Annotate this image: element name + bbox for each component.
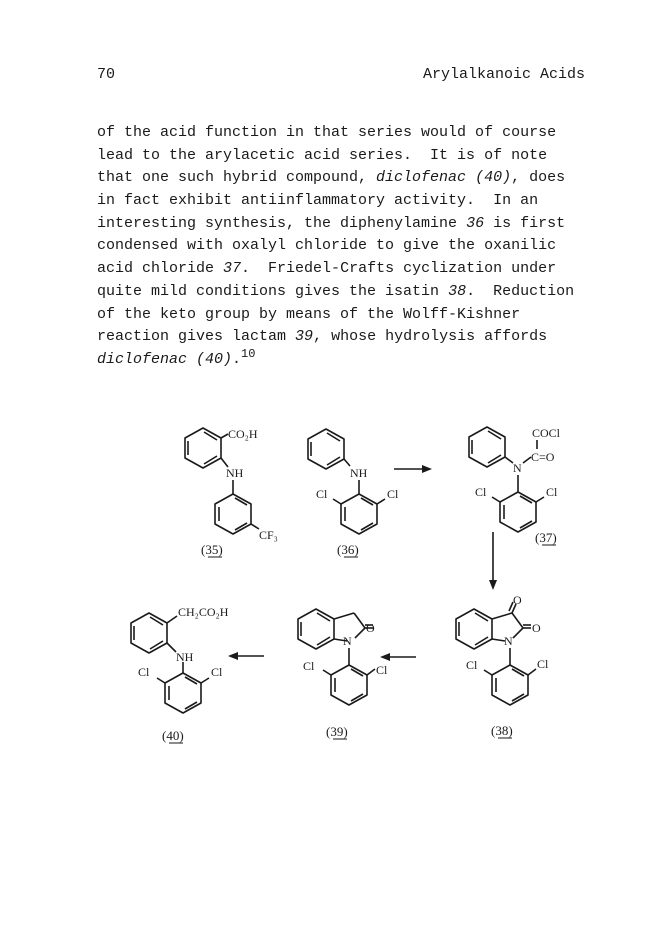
body-line bbox=[97, 122, 597, 145]
body-line bbox=[97, 213, 597, 236]
text-run: . Friedel-Crafts cyclization under bbox=[241, 260, 557, 278]
italic-run: diclofenac (40) bbox=[376, 169, 512, 187]
text-run: . Reduction bbox=[466, 282, 575, 300]
italic-run: 38 bbox=[448, 282, 467, 300]
c39-cl-right-label: Cl bbox=[376, 663, 388, 677]
body-line bbox=[97, 190, 597, 213]
c38-cl-left-label: Cl bbox=[466, 658, 478, 672]
compound-39-structure bbox=[298, 609, 375, 705]
compound-40-structure bbox=[131, 613, 209, 713]
text-run: , whose hydrolysis affords bbox=[313, 328, 548, 346]
c37-co-label: C=O bbox=[531, 450, 555, 464]
compound-36-structure bbox=[308, 429, 385, 534]
c40-ch2co2h-label: CH₂CO₂H bbox=[178, 605, 229, 619]
text-run: , does bbox=[511, 169, 566, 187]
text-run: is first bbox=[484, 214, 566, 232]
italic-run: 39 bbox=[295, 328, 314, 346]
text-run: reaction gives lactam bbox=[97, 328, 296, 346]
c38-o-right-label: O bbox=[532, 621, 541, 635]
arrowhead-37-to-38 bbox=[489, 580, 497, 590]
c37-cl-right-label: Cl bbox=[546, 485, 558, 499]
c40-compound-number: (40) bbox=[162, 728, 184, 743]
italic-run: 36 bbox=[466, 214, 485, 232]
running-head: Arylalkanoic Acids bbox=[422, 66, 585, 83]
text-run: quite mild conditions gives the isatin bbox=[97, 282, 449, 300]
body-line bbox=[97, 281, 597, 304]
c35-nh-label: NH bbox=[226, 466, 244, 480]
text-run: in fact exhibit antiinflammatory activity. In an bbox=[97, 192, 539, 210]
text-run: interesting synthesis, the diphenylamine bbox=[97, 214, 467, 232]
c40-cl-left-label: Cl bbox=[138, 665, 150, 679]
c37-n-label: N bbox=[513, 461, 522, 475]
text-run: of the acid function in that series would of course bbox=[97, 124, 557, 141]
body-line bbox=[97, 304, 597, 327]
c38-o-top-label: O bbox=[513, 593, 522, 607]
c38-n-label: N bbox=[504, 634, 513, 648]
page-number: 70 bbox=[97, 66, 116, 83]
compound-37-structure bbox=[469, 427, 544, 532]
c39-n-label: N bbox=[343, 634, 352, 648]
c36-cl-right-label: Cl bbox=[387, 487, 399, 501]
arrowhead-39-to-40 bbox=[228, 652, 238, 660]
c40-nh-label: NH bbox=[176, 650, 194, 664]
compound-35-structure bbox=[185, 428, 259, 534]
c38-cl-right-label: Cl bbox=[537, 657, 549, 671]
c35-cf3-label: CF₃ bbox=[259, 528, 278, 542]
body-line bbox=[97, 167, 597, 190]
text-run: condensed with oxalyl chloride to give the oxanilic bbox=[97, 237, 557, 255]
text-run: that one such hybrid compound, bbox=[97, 169, 377, 187]
c35-compound-number: (35) bbox=[201, 542, 223, 557]
body-line bbox=[97, 326, 597, 349]
c37-cl-left-label: Cl bbox=[475, 485, 487, 499]
text-run: lead to the arylacetic acid series. It is of note bbox=[97, 146, 548, 164]
c37-cocl-label: COCl bbox=[532, 426, 561, 440]
arrowhead-38-to-39 bbox=[380, 653, 390, 661]
reaction-scheme bbox=[0, 400, 657, 780]
body-line bbox=[97, 258, 597, 281]
body-line bbox=[97, 145, 597, 168]
reaction-scheme-svg bbox=[0, 400, 657, 780]
body-line bbox=[97, 235, 597, 258]
c36-cl-left-label: Cl bbox=[316, 487, 328, 501]
c35-co2h-label: CO₂H bbox=[228, 427, 258, 441]
italic-run: diclofenac (40) bbox=[97, 350, 233, 368]
citation-superscript: 10 bbox=[241, 346, 256, 361]
c37-compound-number: (37) bbox=[535, 530, 557, 545]
c36-nh-label: NH bbox=[350, 466, 368, 480]
c39-compound-number: (39) bbox=[326, 724, 348, 739]
c39-o-right-label: O bbox=[366, 621, 375, 635]
c40-cl-right-label: Cl bbox=[211, 665, 223, 679]
arrowhead-36-to-37 bbox=[422, 465, 432, 473]
italic-run: 37 bbox=[223, 260, 242, 278]
c36-compound-number: (36) bbox=[337, 542, 359, 557]
text-run: acid chloride bbox=[97, 260, 224, 278]
body-line bbox=[97, 346, 597, 372]
body-paragraph bbox=[97, 122, 597, 372]
text-run: of the keto group by means of the Wolff-Kishner bbox=[97, 305, 521, 323]
c38-compound-number: (38) bbox=[491, 723, 513, 738]
text-run: . bbox=[232, 350, 242, 368]
compound-38-structure bbox=[456, 602, 536, 705]
c39-cl-left-label: Cl bbox=[303, 659, 315, 673]
